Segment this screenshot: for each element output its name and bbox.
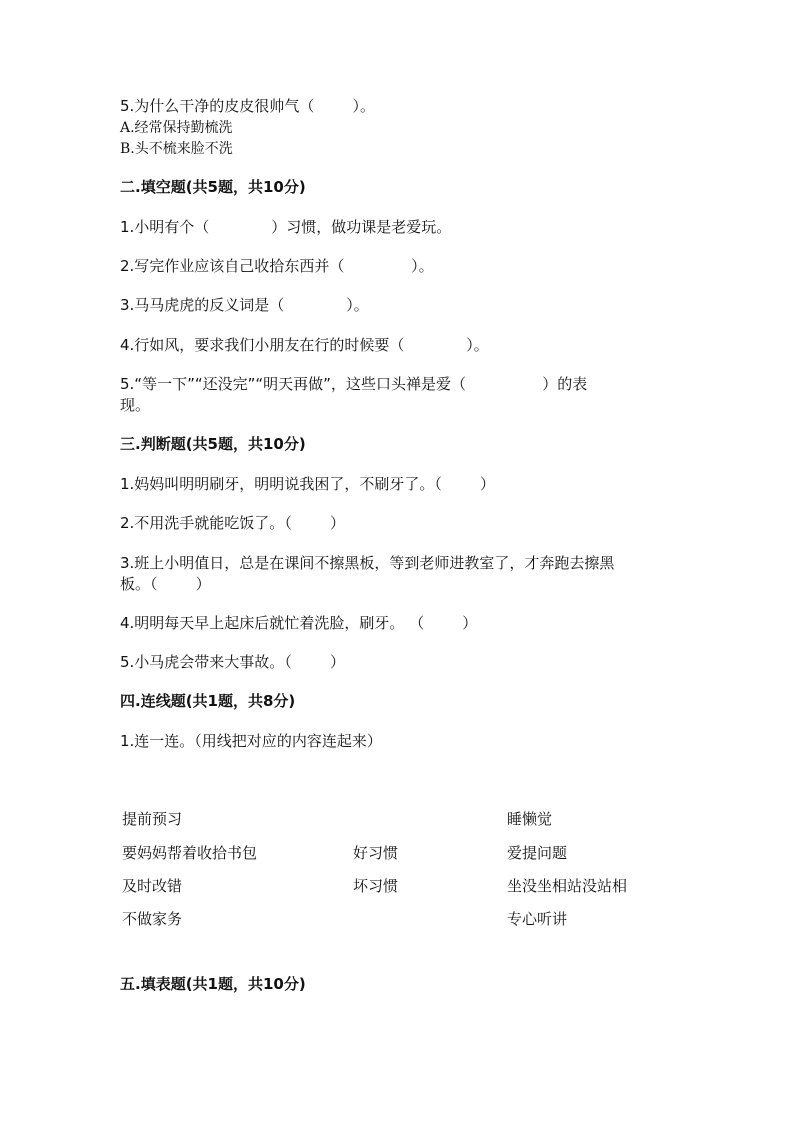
section-title-fill-blank: 二.填空题(共5题，共10分) bbox=[120, 178, 306, 196]
match-middle-item: 坏习惯 bbox=[353, 877, 399, 895]
fill-blank-q2: 2.写完作业应该自己收拾东西并（ ）。 bbox=[120, 257, 434, 275]
judge-q3-line1: 3.班上小明值日，总是在课间不擦黑板，等到老师进教室了，才奔跑去擦黑 bbox=[120, 554, 615, 572]
match-left-item: 提前预习 bbox=[122, 810, 183, 828]
match-left-item: 要妈妈帮着收拾书包 bbox=[122, 844, 258, 862]
match-right-item: 专心听讲 bbox=[507, 910, 568, 928]
judge-q3-line2: 板。（ ） bbox=[120, 575, 211, 593]
fill-blank-q1: 1.小明有个（ ）习惯，做功课是老爱玩。 bbox=[120, 218, 452, 236]
judge-q1: 1.妈妈叫明明刷牙，明明说我困了，不刷牙了。（ ） bbox=[120, 475, 495, 493]
section-title-table: 五.填表题(共1题，共10分) bbox=[120, 975, 306, 993]
option-b: B.头不梳来脸不洗 bbox=[120, 141, 233, 157]
fill-blank-q5-line1: 5.“等一下”“还没完”“明天再做”，这些口头禅是爱（ ）的表 bbox=[120, 375, 588, 393]
section-title-judge: 三.判断题(共5题，共10分) bbox=[120, 435, 306, 453]
match-left-item: 及时改错 bbox=[122, 877, 183, 895]
judge-q4: 4.明明每天早上起床后就忙着洗脸，刷牙。 （ ） bbox=[120, 614, 478, 632]
match-right-item: 爱提问题 bbox=[507, 844, 568, 862]
match-right-item: 睡懒觉 bbox=[507, 810, 553, 828]
fill-blank-q4: 4.行如风，要求我们小朋友在行的时候要（ ）。 bbox=[120, 336, 489, 354]
fill-blank-q5-line2: 现。 bbox=[120, 396, 151, 414]
question-5-stem: 5.为什么干净的皮皮很帅气（ ）。 bbox=[120, 97, 375, 115]
match-q1: 1.连一连。（用线把对应的内容连起来） bbox=[120, 732, 382, 750]
option-a: A.经常保持勤梳洗 bbox=[120, 120, 233, 136]
judge-q2: 2.不用洗手就能吃饭了。（ ） bbox=[120, 514, 345, 532]
match-middle-item: 好习惯 bbox=[353, 844, 399, 862]
match-right-item: 坐没坐相站没站相 bbox=[507, 877, 628, 895]
match-left-item: 不做家务 bbox=[122, 910, 183, 928]
judge-q5: 5.小马虎会带来大事故。（ ） bbox=[120, 653, 345, 671]
section-title-match: 四.连线题(共1题，共8分) bbox=[120, 692, 296, 710]
fill-blank-q3: 3.马马虎虎的反义词是（ ）。 bbox=[120, 296, 369, 314]
